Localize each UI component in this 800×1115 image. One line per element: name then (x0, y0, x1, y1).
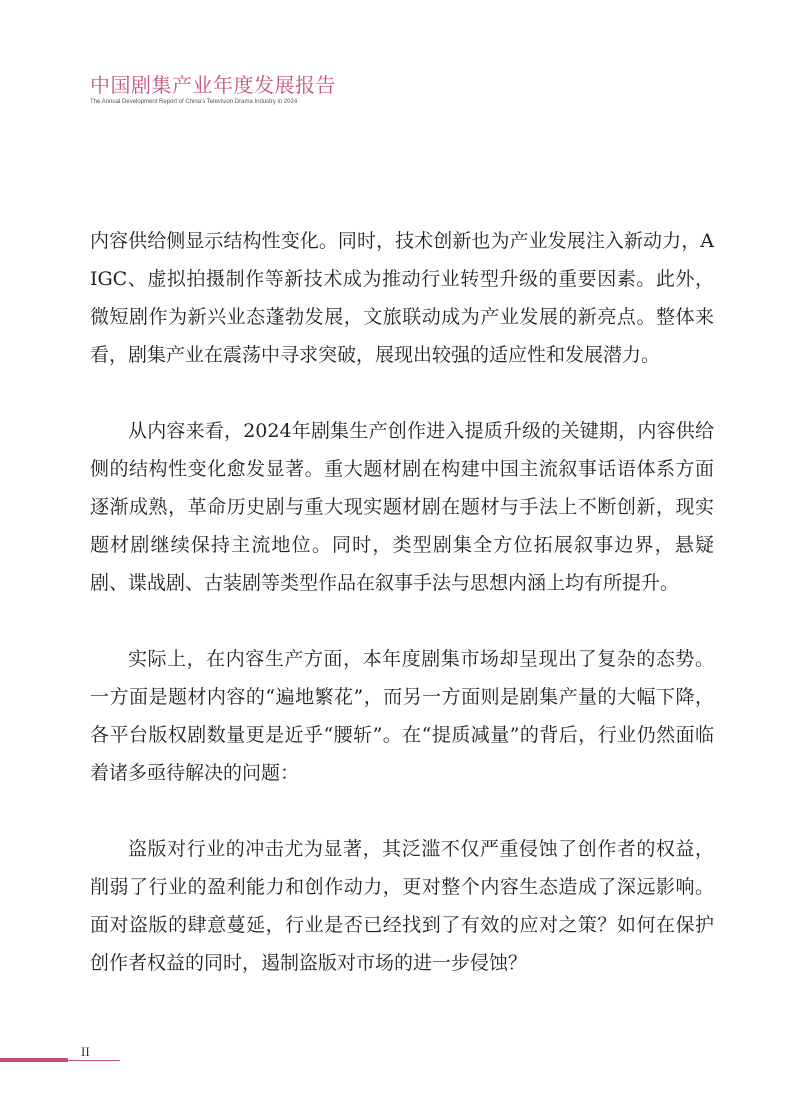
report-subtitle: The Annual Development Report of China's Television Drama Industry in 2024 (90, 99, 298, 105)
footer-accent-bar (0, 1058, 68, 1062)
paragraph-2: 从内容来看，2024年剧集生产创作进入提质升级的关键期，内容供给侧的结构性变化愈发显著。重大题材剧在构建中国主流叙事话语体系方面逐渐成熟，革命历史剧与重大现实题材剧在题材与手法上不断创新，现实题材剧继续保持主流地位。同时，类型剧集全方位拓展叙事边界，悬疑剧、谍战剧、古装剧等类型作品在叙事手法与思想内涵上均有所提升。 (90, 420, 714, 594)
paragraph-gap (90, 602, 714, 640)
body-text (90, 222, 714, 982)
paragraph-4: 盗版对行业的冲击尤为显著，其泛滥不仅严重侵蚀了创作者的权益，削弱了行业的盈利能力和创作动力，更对整个内容生态造成了深远影响。面对盗版的肆意蔓延，行业是否已经找到了有效的应对之策？如何在保护创作者权益的同时，遏制盗版对市场的进一步侵蚀？ (90, 838, 714, 974)
paragraph-3: 实际上，在内容生产方面，本年度剧集市场却呈现出了复杂的态势。一方面是题材内容的“遍地繁花”，而另一方面则是剧集产量的大幅下降，各平台版权剧数量更是近乎“腰斩”。在“提质减量”的背后，行业仍然面临着诸多亟待解决的问题： (90, 648, 714, 784)
footer-rule (68, 1060, 120, 1061)
page-number: II (81, 1044, 90, 1059)
running-header (90, 72, 336, 105)
paragraph-gap (90, 792, 714, 830)
paragraph-1: 内容供给侧显示结构性变化。同时，技术创新也为产业发展注入新动力，AIGC、虚拟拍摄制作等新技术成为推动行业转型升级的重要因素。此外，微短剧作为新兴业态蓬勃发展，文旅联动成为产业发展的新亮点。整体来看，剧集产业在震荡中寻求突破，展现出较强的适应性和发展潜力。 (90, 230, 714, 366)
report-title: 中国剧集产业年度发展报告 (90, 73, 336, 97)
paragraph-gap (90, 374, 714, 412)
